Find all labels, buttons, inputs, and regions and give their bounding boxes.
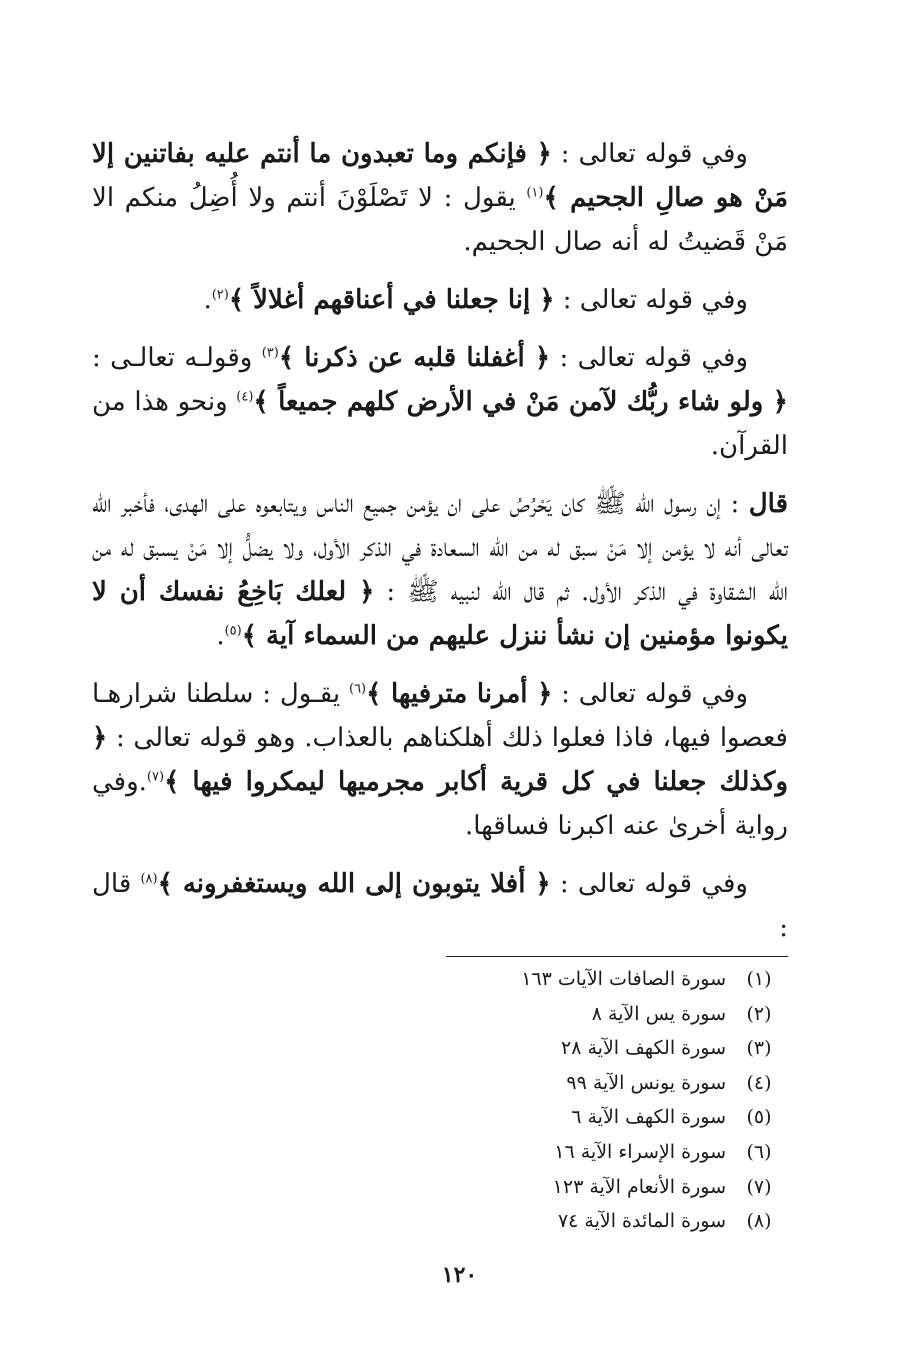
footnote-item bbox=[440, 1100, 792, 1135]
footnote-number: (١) bbox=[746, 968, 772, 990]
footnote-reference: (٢) bbox=[211, 287, 229, 303]
footnote-item bbox=[440, 962, 792, 997]
paragraph bbox=[92, 132, 788, 264]
quran-quote: ﴿ فإنكم وما تعبدون ما أنتم عليه بفاتنين إلا مَنْ هو صالِ الجحيم ﴾ bbox=[92, 139, 788, 213]
footnote-reference: (٦) bbox=[348, 681, 367, 697]
body-text: وفي قوله تعالى : bbox=[551, 139, 748, 169]
body-text: وفي قوله تعالى : bbox=[550, 343, 748, 373]
footnote-reference: (٥) bbox=[224, 623, 242, 639]
main-text bbox=[92, 132, 788, 964]
footnote-text: سورة يونس الآية ٩٩ bbox=[566, 1071, 726, 1094]
footnote-item bbox=[440, 1031, 792, 1066]
body-text: وفي قوله تعالى : bbox=[550, 869, 748, 899]
footnote-item bbox=[440, 1170, 792, 1205]
quran-quote: ﴿ ولو شاء ربُّك لآمن مَنْ في الأرض كلهم جميعاً ﴾ bbox=[253, 387, 788, 417]
footnote-text: سورة الإسراء الآية ١٦ bbox=[554, 1140, 726, 1163]
footnote-item bbox=[440, 1135, 792, 1170]
body-text: ونحو هذا من القرآن. bbox=[92, 387, 788, 461]
body-text: . bbox=[216, 621, 225, 651]
footnote-text: سورة الأنعام الآية ١٢٣ bbox=[552, 1175, 726, 1198]
footnote-text: سورة الصافات الآيات ١٦٣ bbox=[521, 968, 726, 990]
body-text: .وفي رواية أخرىٰ عنه اكبرنا فساقها. bbox=[92, 767, 788, 841]
footnote-reference: (٧) bbox=[146, 769, 165, 785]
footnote-item bbox=[440, 997, 792, 1032]
footnote-reference: (١) bbox=[526, 185, 544, 201]
footnote-number: (٣) bbox=[746, 1037, 772, 1060]
footnote-text: سورة المائدة الآية ٧٤ bbox=[557, 1210, 726, 1233]
body-text: وفي قوله تعالى : bbox=[552, 679, 749, 709]
body-text: يقـول : سلطنا شرارهـا فعصوا فيها، فاذا فعلوا ذلك أهلكناهم بالعذاب. وهو قوله تعالى : bbox=[92, 679, 788, 753]
quran-quote: ﴿ أغفلنا قلبه عن ذكرنا ﴾ bbox=[278, 343, 551, 373]
footnote-item bbox=[440, 1204, 792, 1239]
paragraph bbox=[92, 482, 788, 658]
footnote-number: (٢) bbox=[746, 1002, 772, 1025]
body-text: وقولـه تعالـى : bbox=[92, 343, 262, 373]
quran-quote: ﴿ أفلا يتوبون إلى الله ويستغفرونه ﴾ bbox=[157, 869, 551, 899]
body-text: : إن رسول الله ﷺ كان يَحْرُصُ على ان يؤمن جميع الناس ويتابعوه على الهدى، فأخبر الله تعالى أنه لا يؤمن إلا مَنْ سبق له من الله السعادة في الذكر الأول، ولا يضلُّ إلا مَنْ يسبق له من الله الشقاوة في الذكر الأول. ثم قال الله لنبيه ﷺ : bbox=[92, 489, 788, 607]
footnote-reference: (٤) bbox=[236, 389, 254, 405]
footnote-text: سورة الكهف الآية ٦ bbox=[571, 1106, 726, 1129]
body-text: يقول : لا تَصْلَوْنَ أنتم ولا أُضِلُ منكم الا مَنْ قَضيتُ له أنه صال الجحيم. bbox=[92, 183, 788, 257]
footnote-number: (٧) bbox=[746, 1175, 772, 1198]
body-text: وفي قوله تعالى : bbox=[554, 285, 748, 315]
footnote-item bbox=[440, 1066, 792, 1101]
footnote-divider bbox=[446, 956, 788, 957]
paragraph bbox=[92, 862, 788, 950]
footnote-reference: (٣) bbox=[261, 345, 279, 361]
quran-quote: قال bbox=[748, 489, 788, 519]
footnote-text: سورة يس الآية ٨ bbox=[591, 1002, 726, 1025]
paragraph bbox=[92, 336, 788, 468]
quran-quote: ﴿ إنا جعلنا في أعناقهم أغلالاً ﴾ bbox=[228, 285, 555, 315]
page-number: ١٢٠ bbox=[441, 1262, 478, 1288]
quran-quote: ﴿ وكذلك جعلنا في كل قرية أكابر مجرميها ليمكروا فيها ﴾ bbox=[92, 723, 788, 797]
footnote-text: سورة الكهف الآية ٢٨ bbox=[561, 1037, 726, 1060]
footnote-reference: (٨) bbox=[140, 871, 158, 887]
footnote-number: (٦) bbox=[746, 1140, 772, 1163]
paragraph bbox=[92, 278, 788, 322]
paragraph bbox=[92, 672, 788, 848]
quran-quote: ﴿ لعلك بَاخِعُ نفسك أن لا يكونوا مؤمنين إن نشأ ننزل عليهم من السماء آية ﴾ bbox=[92, 577, 788, 651]
quran-quote: ﴿ أمرنا مترفيها ﴾ bbox=[366, 679, 553, 709]
footnote-number: (٤) bbox=[746, 1071, 772, 1094]
body-text: . bbox=[203, 285, 212, 315]
footnote-number: (٨) bbox=[746, 1210, 772, 1233]
footnote-number: (٥) bbox=[746, 1106, 772, 1129]
footnotes-list bbox=[440, 962, 792, 1239]
body-text: قال : bbox=[92, 869, 788, 943]
